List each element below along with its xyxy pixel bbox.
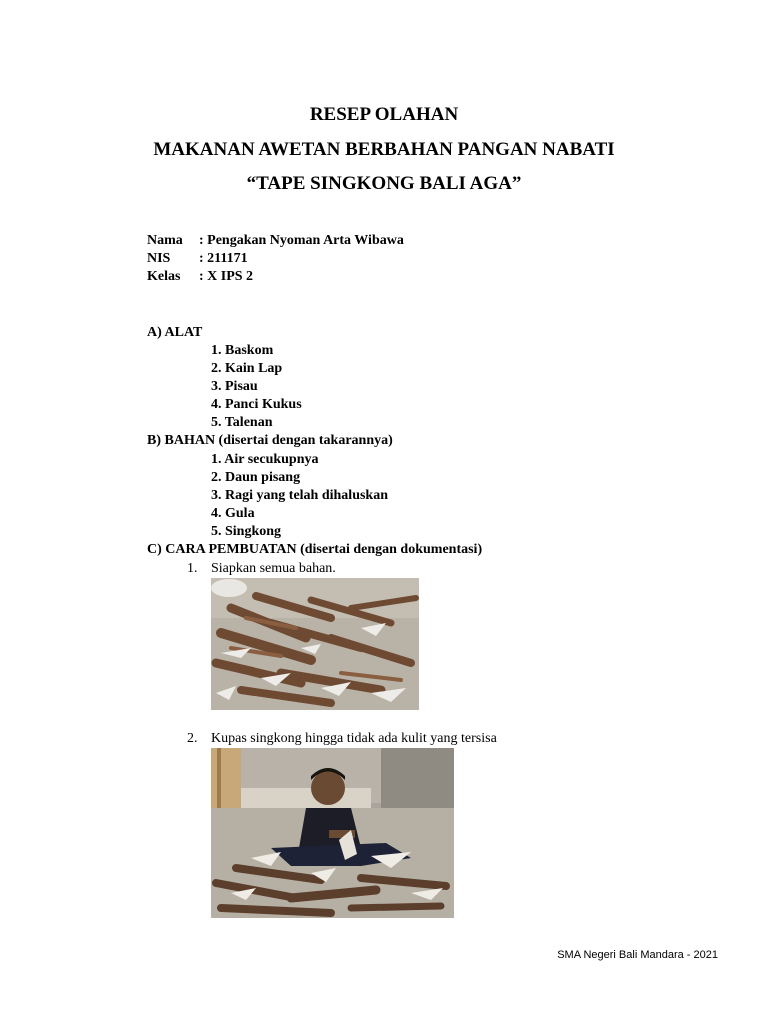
section-heading-bahan: B) BAHAN (disertai dengan takarannya) — [147, 433, 393, 448]
identity-label: Kelas — [147, 269, 181, 284]
identity-value: : X IPS 2 — [199, 269, 254, 284]
list-item: 3. Pisau — [211, 379, 258, 394]
step-text: Kupas singkong hingga tidak ada kulit yang tersisa — [211, 731, 497, 746]
title-line-2: MAKANAN AWETAN BERBAHAN PANGAN NABATI — [153, 139, 615, 160]
list-item: 2. Daun pisang — [211, 470, 301, 485]
peeling-cassava-photo — [211, 748, 454, 918]
list-item: 4. Gula — [211, 506, 255, 521]
section-heading-cara: C) CARA PEMBUATAN (disertai dengan dokumentasi) — [147, 542, 483, 557]
list-item: 5. Talenan — [211, 415, 273, 430]
list-item: 2. Kain Lap — [211, 361, 283, 376]
cassava-pile-photo — [211, 578, 419, 710]
list-item: 3. Ragi yang telah dihaluskan — [211, 488, 388, 503]
title-line-3: “TAPE SINGKONG BALI AGA” — [246, 173, 522, 194]
step-number: 1. — [187, 561, 198, 576]
step-number: 2. — [187, 731, 198, 746]
title-line-1: RESEP OLAHAN — [309, 104, 459, 125]
identity-label: Nama — [147, 233, 183, 248]
list-item: 1. Air secukupnya — [211, 452, 319, 467]
footer-text: SMA Negeri Bali Mandara - 2021 — [557, 949, 718, 961]
identity-label: NIS — [147, 251, 171, 266]
list-item: 5. Singkong — [211, 524, 282, 539]
section-heading-alat: A) ALAT — [147, 325, 203, 340]
list-item: 4. Panci Kukus — [211, 397, 302, 412]
identity-nama — [147, 233, 404, 249]
identity-nis — [147, 251, 248, 267]
identity-value: : 211171 — [199, 251, 248, 266]
identity-value: : Pengakan Nyoman Arta Wibawa — [199, 233, 404, 248]
step-text: Siapkan semua bahan. — [211, 561, 336, 576]
list-item: 1. Baskom — [211, 343, 274, 358]
identity-kelas — [147, 269, 253, 285]
